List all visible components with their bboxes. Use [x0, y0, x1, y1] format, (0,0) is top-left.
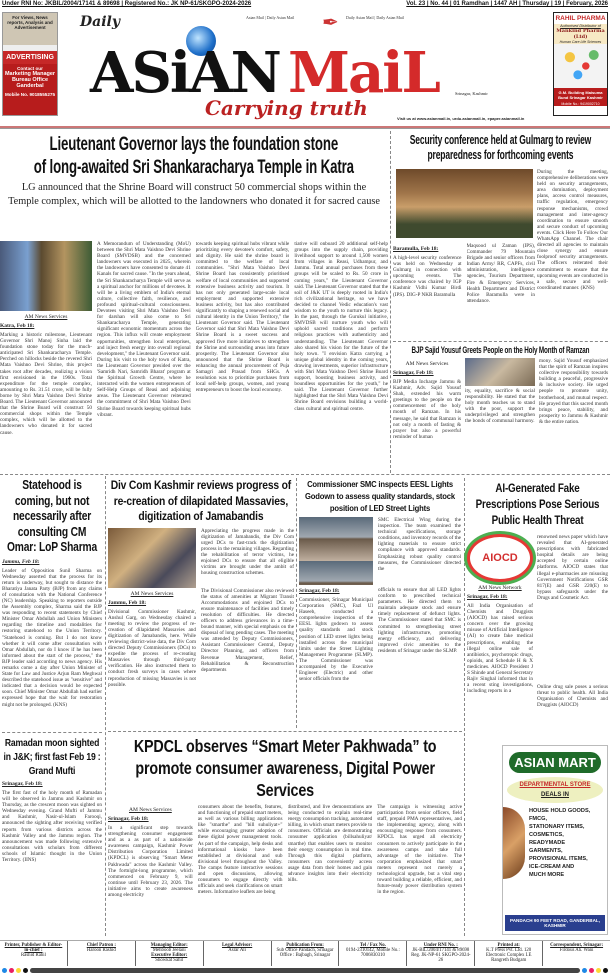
mart-item: READYMADE — [529, 840, 566, 846]
bjp-text-1: BJP Media Incharge Jammu & Kashmir, Adv. Sajid Yousuf Shah, extended his warm greetings to the people on the commencement of the holy month of Ramzan. In his message, he said that Ramzan is not only a month of fasting & prayer but also a powerful reminder of human — [393, 379, 461, 440]
footer-value: Sub Office Pandach, Srinagar Office : Bajbagh, Srinagar — [276, 948, 334, 958]
bjp-dateline: Srinagar, Feb 18: — [393, 370, 434, 376]
aiocd-story — [467, 478, 608, 740]
ramadan-text: The first fast of the holy month of Ramadan will be observed in Jammu and Kashmir on Thursday, as the crescent moon was sighted on Wednesday evening. Grand Mufti of Jammu and Kashmir, Nasir-ul-Islam Farooqi, announced the sighting after receiving verified reports from various districts across the Kashmir Valley and the Jammu region. The announcement was made following extensive consultations with scholars from different schools of Islamic thought in the Union Territory. (IINS) — [2, 790, 102, 864]
mart-item: GARMENTS, — [529, 848, 563, 854]
footer-label: Printer, Publisher & Editor-in-chief : — [4, 943, 63, 953]
asian-mart-advertisement — [502, 745, 608, 935]
pharma-tag: Human Care Life Sciences — [554, 40, 607, 44]
footer-label: Legal Advisor: — [221, 943, 253, 948]
divcom-text-1: Divisional Commissioner Kashmir, Anshul Garg, on Wednesday chaired a meeting to review the progress of re-creation of dilapidated Massavies and digitization of Jamabandis, here. While reviewing district-wise data, the Div Com directed Deputy Commissioners (DCs) to expedite the process of re-creating Massavies through third-party verification. He also instructed them to conduct fresh surveys in cases where reproduction of missing Massavies is not possible. — [108, 608, 196, 688]
registration-line — [2, 1, 608, 10]
footer-value: Asrar Ali — [228, 948, 246, 953]
divcom-dateline: Jammu, Feb 18: — [108, 599, 147, 606]
section-rule — [0, 474, 610, 475]
footer-value: JK-BIL/2004/17141 & 89698 Reg. JK-NP-61 SKGPO-2024-26 — [411, 948, 471, 963]
footer-editors — [136, 941, 204, 966]
divcom-story — [108, 478, 294, 728]
security-text-1: A high-level security conference was held on Wednesday at Gulmarg in connection with upcoming events. The conference was chaired by IGP Kashmir Vidhi Kumar Birdi (IPS). DIG-P NKR Baramulla — [393, 255, 462, 298]
footer-value: Mehboob Jeelani — [152, 948, 186, 953]
mart-products-image — [503, 807, 525, 879]
statehood-headline: Statehood is coming, but not necessarily after consulting CM Omar: LoP Sharma — [6, 478, 98, 554]
section-divider — [108, 731, 462, 732]
bjp-text-2: ity, equality, sacrifice & social responsibility. He stated that the holy month teaches us to stand with the poor, support the underprivileged and strengthen the bonds of communal harmony. — [465, 388, 535, 425]
mart-item: HOUSE HOLD GOODS, — [529, 808, 591, 814]
statehood-text: Leader of Opposition Sunil Sharma on Wednesday asserted that the process for its return is underway, but sought to distance the Bharatiya Janata Party (BJP) from any claims of consultation with the National Conference (NC) leadership. Speaking to reporters outside the Assembly complex, Sharma said the BJP was responding to recent statements by Chief Minister Omar Abdullah and Union Ministers regarding the timeline and modalities for restoring statehood to the Union Territory. "Statehood is coming. But I do not know whether it will come after consultation with Omar Abdullah, nor do I know if he has been informed about the start of the process," the BJP leader said according to news agency. His remarks come a day after Union Minister of State for Law and Justice Arjun Ram Meghwal described the statehood issue as "sensitive" and indicated that a decision would be expected soon. Chief Minister Omar Abdullah had earlier expressed hope that the wait for restoration might not be prolonged. (KNS) — [2, 567, 102, 708]
security-story — [393, 131, 608, 339]
mart-item: PROVISIONAL ITEMS, — [529, 856, 588, 862]
kpdcl-text-2: consumers about the benefits, features, and functioning of prepaid smart meters, as well as various billing applications like "smarthe" and "bill suhuliyat+" while encouraging greater adoption of these digital power management tools. As part of the campaign, help desks and informational kiosks have been established at divisional and sub divisional level throughout the Valley. The camps feature interactive sessions and open discussions, allowing consumers to engage directly with officials and seek clarifications on smart meters. Informative leaflets are being — [197, 804, 283, 896]
mart-address: PANDACH 90 FEET ROAD, GANDERBAL, KASHMIR — [505, 915, 605, 931]
footer-printer — [0, 941, 68, 966]
daily-label: Daily — [80, 14, 120, 30]
pharma-mobile: Mobile No.: 9419002710 — [554, 102, 607, 106]
column-divider — [105, 476, 106, 936]
masthead-rule — [0, 126, 610, 129]
pharma-company: Mankind Pharma (Ltd) — [554, 28, 607, 40]
lead-col-1 — [0, 241, 92, 473]
lead-dateline: Katra, Feb 18: — [0, 323, 35, 329]
lead-headline-line1: Lieutenant Governor lays the foundation stone — [49, 133, 339, 155]
kpdcl-text-1: In a significant step towards strengthening consumer engagement and as a as part of a nationwide awareness campaign, Kashmir Power Distribution Corporation Limited (KPDCL) is observing "Smart Meter Pakhwada" across the Kashmir Valley. The fortnight-long programme, which commenced on February 9, will continue until February 23, 2026. The initiative aims to create awareness among electricity — [108, 825, 193, 899]
divcom-photo — [108, 528, 196, 588]
security-text-2: Maqsood ul Zaman (IPS), Commander 79 Mountain Brigade and senior officers from Indian Army/ RR, CAPFs, civil administration, intelligence agencies, Tourism Department, Fire & Emergency Services, Health Department and District Police Baramulla were in attendance. — [466, 243, 535, 304]
kpdcl-headline: KPDCL observes “Smart Meter Pakhwada” to promote consumer awareness, Digital Power Services — [133, 736, 437, 800]
smc-text-2: officials to ensure that all LED lights conform to prescribed technical parameters. He directed them to maintain adequate stock and ensure timely replacement of defunct lights. The Commissioner stated that SMC is committed to strengthening street lighting infrastructure, promoting energy efficiency, and delivering improved civic amenities to the residents of Srinagar under the SLMP. — [378, 587, 461, 654]
bjp-photo — [465, 358, 535, 386]
bjp-text-3: mony. Sajid Yousuf emphasized that the spirit of Ramzan inspires collective responsibility towards building a peaceful, progressive & inclusive society. He urged people to promote unity, brotherhood, and mutual respect. He prayed that this sacred month brings peace, stability, and prosperity to Jammu & Kashmir & the entire nation. — [539, 358, 608, 425]
mart-item: STATIONARY ITEMS, — [529, 824, 585, 830]
footer-phone — [339, 941, 407, 966]
mart-item: MUCH MORE — [529, 872, 565, 878]
left-advertisement — [2, 12, 58, 116]
ramadan-dateline: Srinagar, Feb 18: — [2, 781, 43, 787]
pharma-title: RAHIL PHARMA — [555, 15, 606, 22]
footer-label: Executive Editor: — [151, 953, 188, 958]
aiocd-headline: AI-Generated Fake Prescriptions Pose Serious Public Health Threat — [475, 481, 600, 527]
ad-office: Bureau Office Ganderbal — [11, 77, 49, 89]
security-side-text: During the meeting, comprehensive deliberations were held on security arrangements, area domination, deployment plans, access control measures, traffic regulation, emergency response mechanisms, crowd management and inter-agency coordination to ensure smooth and secure conduct of upcoming events. Click Here To Follow Our WhatsApp Channel. The chair directed all agencies to maintain close synergy and ensure foolproof security arrangements. The officers reiterated their commitment to ensure that the upcoming events are conducted in a safe, secure and well-coordinated manner. (KNS) — [537, 169, 608, 291]
column-divider — [390, 131, 391, 473]
footer-label: Printed at: — [497, 943, 520, 948]
pills-image — [554, 44, 607, 88]
kpdcl-dateline: Srinagar, Feb 18: — [108, 816, 149, 822]
security-dateline: Baramulla, Feb 18: — [393, 246, 439, 252]
aiocd-logo-text: AIOCD — [482, 552, 518, 564]
footer-value: Rashid Rahil — [20, 953, 46, 958]
rni-text: Under RNI No: JKBIL/2004/17141 & 89698 | Registered No.: JK NP-61/SKGPO-2024-2026 — [2, 1, 252, 7]
section-divider — [2, 732, 102, 733]
section-divider — [393, 341, 608, 342]
lead-story — [0, 131, 388, 473]
lg-photo — [0, 241, 92, 311]
divcom-side-text: Appreciating the progress made in the digitization of Jamabandis, the Div Com urged DCs to fast-track the digitization process in the remaining villages. Regarding the rehabilitation of terror victims, he enjoined DCs to ensure that all eligible victims are brought under the ambit of housing construction schemes. — [201, 527, 294, 577]
social-links-right[interactable]: Daily Asian Mail | Daily Asian Mail — [346, 15, 404, 20]
footer-publication — [272, 941, 340, 966]
footer-label: Correspondent, Srinagar: — [550, 943, 604, 948]
footer-rni — [407, 941, 475, 966]
smc-text-1: Commissioner, Srinagar Municipal Corporation (SMC), Fazl Ul Haseeb, conducted a comprehensive inspection of the EESL lights godown to assess quality standards and stock position of LED street lights being installed across the municipal limits under the Street Lighting Management Programme (SLMP). The Commissioner was accompanied by the Executive Engineer (Electric) and other senior officials from the — [299, 597, 373, 683]
ad-contact-block — [3, 64, 57, 116]
smc-side-text: SMC Electrical Wing during the inspection. The team examined the technical specifications, storage conditions, and inventory records of the lighting materials to ensure strict compliance with approved standards. Emphasizing robust quality control measures, the Commissioner directed the — [378, 517, 461, 572]
bjp-byline: AM News Services — [405, 361, 449, 367]
column-divider — [464, 478, 465, 936]
security-photo — [396, 169, 533, 238]
aiocd-logo — [467, 534, 533, 582]
lead-text-4: tiative will onboard 20 additional self-help groups into the supply chain, providing livelihood support to around 1,500 women from villages in Reasi, Udhampur, and Jammu. Total annual purchases from these groups will be scaled to Rs. 50 crore in coming years," the Lieutenant Governor said. The Lieutenant Governor stated that the soil of J&K UT is deeply rooted in India's rich civilizational heritage, so we have decided to channel Vedic education's vast wisdom to the youth to nurture this legacy. In the past, through the Gurukul initiative, SMVDSB will nurture youth who will uphold sacred traditions and perform religious practices with authenticity and understanding. The Lieutenant Governor also shared his vision for the future of the holy town. "I envision Katra carrying a unique global identity in the coming years, drawing investments, superior infrastructure with Shri Mata Vaishno Devi Shrine Board support, boosting business activity, and boundless opportunities for the youth," he said. The Lieutenant Governor further highlighted that the Shri Mata Vaishno Devi Shrine Board envisions building a world-class cultural and spiritual centre. — [294, 241, 389, 412]
smc-photo-collage — [299, 517, 373, 585]
tagline: Carrying truth — [205, 96, 368, 120]
footer-label: Under RNI No. : — [423, 943, 458, 948]
pharma-address: G.M. Building Maisuma Bund Srinagar Kashmir — [554, 88, 607, 102]
divcom-headline: Div Com Kashmir reviews progress of re-creation of dilapidated Massavies, digitization of Jamabandis — [110, 478, 292, 523]
footer-correspondent — [543, 941, 610, 966]
location: Srinagar, Kashmir — [455, 91, 488, 96]
kpdcl-text-3: distributed, and live demonstrations are being conducted to explain real-time energy consumption tracking, automated billing, in which smart meters provide to consumers. Officials are demonstrating consumer application (billsahuliyat/ smarthe) that enables users to monitor their energy consumption in real time. Through this digital platform, consumers can conveniently access usage data from their homes and gain advance insights into their electricity bills. — [287, 804, 373, 884]
lead-text-2: A Memorandum of Understanding (MoU) between the Shri Mata Vaishno Devi Shrine Board (SMVDSB) and the concerned landowners was executed in 2025, wherein the landowners have consented to donate 41 Kanals for sacred cause. "In the years ahead, the Sri Shankaracharya Temple will serve as a spiritual anchor for millions of devotees. It will be a living emblem of India's eternal culture, collective faith, resilience, and profound spiritual-cultural consciousness. Devotees visiting Shri Mata Vaishno Devi for darshan will also come to Sri Shankaracharya Temple, generating significant economic momentum across the region. This influx will create employment opportunities, strengthen local enterprises, and inject fresh energy into overall regional development," the Lieutenant Governor said. During his visit to the holy town of Katra, the Lieutenant Governor presided over the 'Samridh Nari, Samridh Bharat' program at the Spiritual Growth Centre, where he interacted with the women entrepreneurs of Self-Help Groups of Reasi and adjoining areas. The Lieutenant Governor reiterated the commitment of Shri Mata Vaishno Devi Shrine Board towards keeping spiritual hubs vibrant. — [97, 241, 191, 418]
mart-item: FMCG, — [529, 816, 548, 822]
footer-value: Haroon Rashid — [86, 948, 116, 953]
mart-item: COSMETICS, — [529, 832, 564, 838]
pharma-sub: Authorised Distributor of — [554, 24, 607, 28]
lead-byline: AM News Services — [24, 314, 68, 320]
footer-value: K.T Press Pvt. Ltd. 120 Electronic Complex I.E Rangreth Budgam — [485, 948, 532, 963]
issue-info: Vol. 23 | No. 44 | 01 Ramdhan | 1447 AH | Thursday | 19 | February, 2026 — [406, 1, 608, 7]
footer-label: Tel / Fax No. — [359, 943, 386, 948]
lead-text-1: Marking a historic milestone, Lieutenant Governor Shri Manoj Sinha laid the foundation stone today for the much-anticipated Sri Shankaracharya Temple. Perched on hillocks beside the revered Shri Mata Vaishno Devi Shrine, this project takes root after decades, realizing a vision first envisioned in the 1960s. Total expenditure for the temple complex, amounting to Rs. 31.51 crore, will be fully borne by Shri Mata Vaishno Devi Shrine Board. The Lieutenant Governor announced that the Shrine Board will construct 50 commercial shops within the Temple complex, which will be allotted to the landowners who donated it for sacred cause. — [0, 332, 92, 436]
website-link[interactable]: Visit us at www.asianmail.in, urdu.asianmail.in, epaper.asianmail.in — [397, 116, 525, 121]
masthead — [60, 10, 550, 125]
aiocd-side-text: renowned news paper which have revealed that AI-generated prescriptions with fabricated hospital details are being accepted by certain online platforms. AIOCD states that illegal e-pharmacies are misusing Government Notifications GSR 817(E) and GSR 220(E) to bypass safeguards under the Drugs and Cosmetic Act. — [537, 534, 608, 601]
footer-label: Chief Patron : — [86, 943, 116, 948]
ad-contact: Contact our — [17, 66, 43, 71]
kpdcl-byline: AM News Services — [128, 807, 172, 813]
ad-role: Marketing Manager — [4, 71, 56, 77]
title-mail: MaiL — [288, 40, 439, 106]
pen-logo-icon: ✒ — [322, 12, 339, 34]
smc-dateline: Srinagar, Feb 18: — [299, 588, 340, 594]
mart-name: ASIAN MART — [509, 752, 601, 773]
advertising-banner: ADVERTISING — [3, 51, 57, 64]
lead-text-3: towards keeping spiritual hubs vibrant while prioritizing every devotee's comfort, safety, and dignity. He said the shrine board is committed to the welfare of local communities. "Shri Mata Vaishno Devi Shrine Board has consistently prioritised welfare of local communities and supported extensive business activity and tourism. It has not only generated large-scale local employment and supported extensive business activity, but has also contributed significantly to shaping a renewed social and cultural identity in the Union Territory," the Lieutenant Governor said. The Lieutenant Governor said that Shri Mata Vaishno Devi Shrine Board is a sweet success and approved five more initiatives to strengthen the Shrine and surrounding areas into future prosperity. The Lieutenant Governor also announced that the Shrine Board is enhancing the annual procurement of Puja Samagri and Prasad from SHGs. A resolution was to prioritize purchases from local self-help groups, women, and young entrepreneurs to boost the local economy. — [195, 241, 290, 394]
statehood-dateline: Jammu, Feb 18: — [2, 558, 40, 565]
color-registration-bar — [0, 966, 610, 974]
aiocd-dateline: Srinagar, Feb 18: — [467, 594, 508, 600]
footer-legal — [204, 941, 272, 966]
lead-headline — [0, 133, 388, 179]
ad-mobile: Mobile No. 9018555275 — [4, 92, 56, 97]
footer-value: Firdous Ah. Wani — [559, 948, 594, 953]
column-divider — [296, 478, 297, 728]
statehood-story — [2, 478, 102, 728]
footer-label: Managing Editor: — [150, 943, 188, 948]
lead-subheadline: LG announced that the Shrine Board will construct 50 commercial shops within the Temple complex, which will be allotted to the landowners who donated it for sacred cause — [8, 182, 380, 207]
right-advertisement — [553, 12, 608, 116]
kpdcl-story — [108, 735, 462, 935]
footer-label: Publication From: — [286, 943, 324, 948]
imprint-footer — [0, 940, 610, 966]
smc-headline: Commissioner SMC inspects EESL Lights Godown to assess quality standards, stock position of LED Street Lights — [305, 479, 455, 513]
security-headline: Security conference held at Gulmarg to review preparedness for forthcoming events — [409, 133, 592, 162]
footer-printed — [475, 941, 543, 966]
bjp-story — [393, 344, 608, 472]
kpdcl-text-4: The campaign is witnessing active participation from senior officers, field staff, prepaid PMA representatives, and the implementing agency, along with encouraging response from consumers. KPDCL has urged all electricity consumers to actively participate in the awareness camps and take full advantage of the initiative. The corporation emphasized that smart meters represent not merely a technological upgrade, but a vital step toward building a reliable, efficient, and future-ready power distribution system in the region. — [377, 804, 462, 896]
footer-value: Showkat Sahil — [155, 958, 184, 963]
mart-deals: DEALS IN — [540, 792, 569, 798]
ramadan-headline: Ramadan moon sighted in J&K; first fast Feb 19 : Grand Mufti — [3, 737, 101, 777]
footer-patron — [68, 941, 136, 966]
bjp-headline: BJP Sajid Yousuf Greets People on the Holy Month of Ramzan — [411, 345, 590, 355]
mart-item: ICE-CREAM AND — [529, 864, 575, 870]
ad-views-text: For Views, News reports, Analysis and Advertisement — [3, 13, 57, 45]
aiocd-footer-text: Online drug sale poses a serious threat to public health. All India Organisation of Chemists and Druggists (AIOCD) — [537, 684, 608, 709]
divcom-text-2: The Divisional Commissioner also reviewed the status of amenities at Migrant Transit Accommodations and enjoined DCs to ensure maintenance of facilities and timely resolution of difficulties. He directed officers to address grievances in a time-bound manner, with special emphasis on the disposal of long pending cases. The meeting was attended by Deputy Commissioners, Assistant Commissioner Central, Deputy Director Planning, and officers from Revenue Management, Relief, Rehabilitation & Reconstruction departments — [201, 587, 294, 673]
social-links-left[interactable]: Asian Mail | Daily Asian Mail — [246, 15, 295, 20]
ramadan-story — [2, 736, 102, 936]
smc-story — [299, 478, 461, 728]
footer-value: 0194-2310142, Mobile No.: 7006830310 — [345, 948, 400, 958]
title-asian: ASiAN — [90, 40, 280, 106]
mart-type: DEPARTMENTAL STORE — [519, 782, 591, 788]
divcom-byline: AM News Services — [130, 590, 174, 597]
mart-items — [525, 807, 590, 879]
aiocd-text: All India Organisation of Chemists and Druggists (AIOCD) has raised serious concern over the growing misuse of Artificial Intelligence (AI) to create fake medical prescriptions, enabling the illegal online sale of antibiotics, psychotropic drugs, opioids, and Schedule H & X medicines. AIOCD President J S Shinde and General Secretary Rajiv Singhal informed that in a recent sting investigations, including reports in a — [467, 603, 533, 695]
aiocd-byline: AM News Network — [478, 585, 522, 591]
lead-headline-line2: of long-awaited Sri Shankaracharya Temple in Katra — [33, 156, 354, 178]
